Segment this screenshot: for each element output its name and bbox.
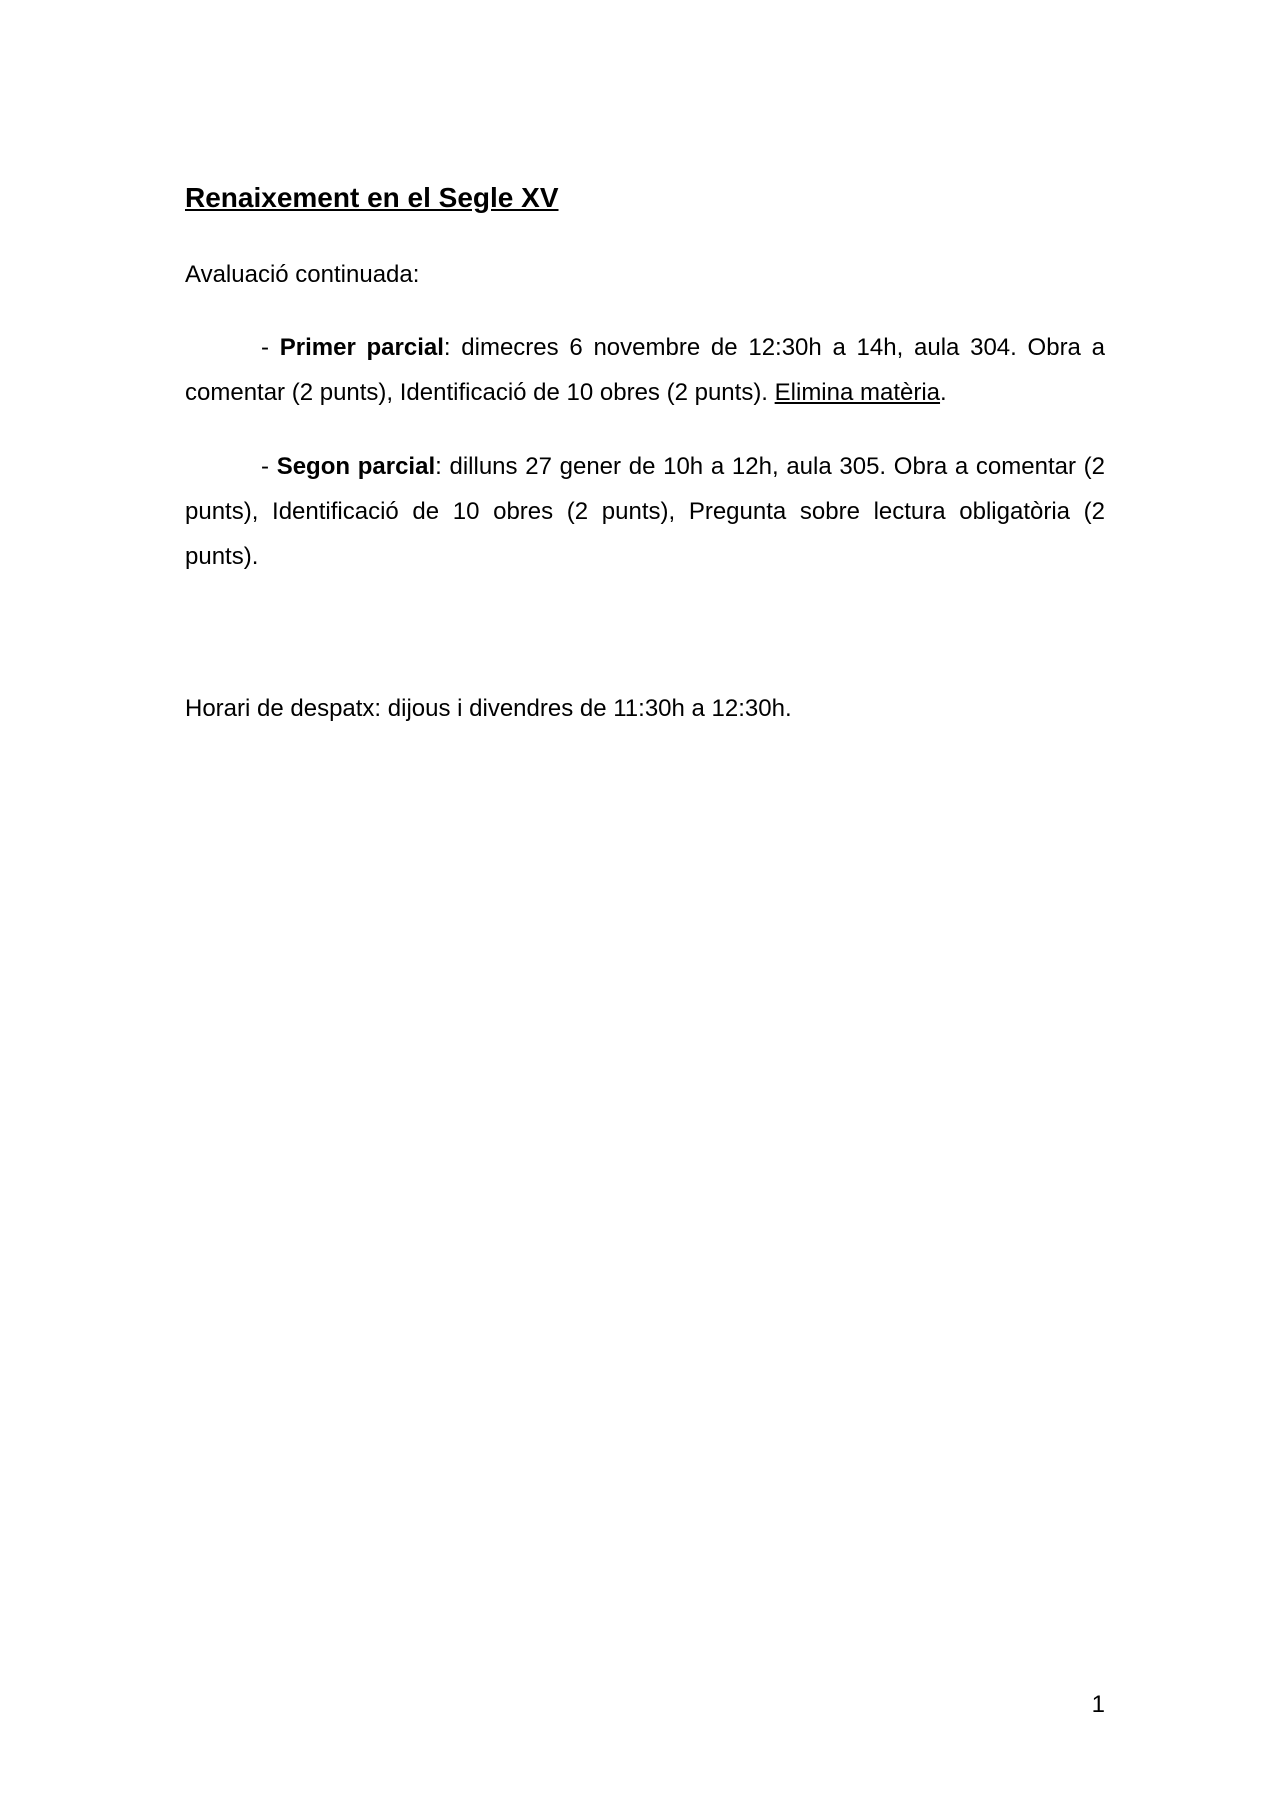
document-body bbox=[185, 174, 1105, 731]
first-exam-item bbox=[185, 325, 1105, 415]
document-title: Renaixement en el Segle XV bbox=[185, 182, 559, 213]
second-exam-item bbox=[185, 444, 1105, 579]
list-dash: - bbox=[261, 334, 280, 361]
page-number: 1 bbox=[1091, 1691, 1105, 1718]
eliminates-material-note: Elimina matèria bbox=[774, 379, 941, 406]
second-exam-details: : dilluns 27 gener de 10h a 12h, aula 305. Obra a comentar (2 punts), Identificació de 10 obres (2 punts), Pregunta sobre lectura obligatòria (2 punts). bbox=[185, 453, 1105, 570]
office-hours: Horari de despatx: dijous i divendres de 11:30h a 12:30h. bbox=[185, 695, 792, 722]
second-exam-label: Segon parcial bbox=[276, 453, 436, 480]
sentence-end: . bbox=[940, 379, 947, 406]
assessment-intro: Avaluació continuada: bbox=[185, 261, 420, 288]
list-dash: - bbox=[261, 453, 277, 480]
first-exam-label: Primer parcial bbox=[279, 334, 444, 361]
first-exam-details: : dimecres 6 novembre de 12:30h a 14h, aula 304. Obra a comentar (2 punts), Identificació de 10 obres (2 punts). bbox=[185, 334, 1105, 406]
